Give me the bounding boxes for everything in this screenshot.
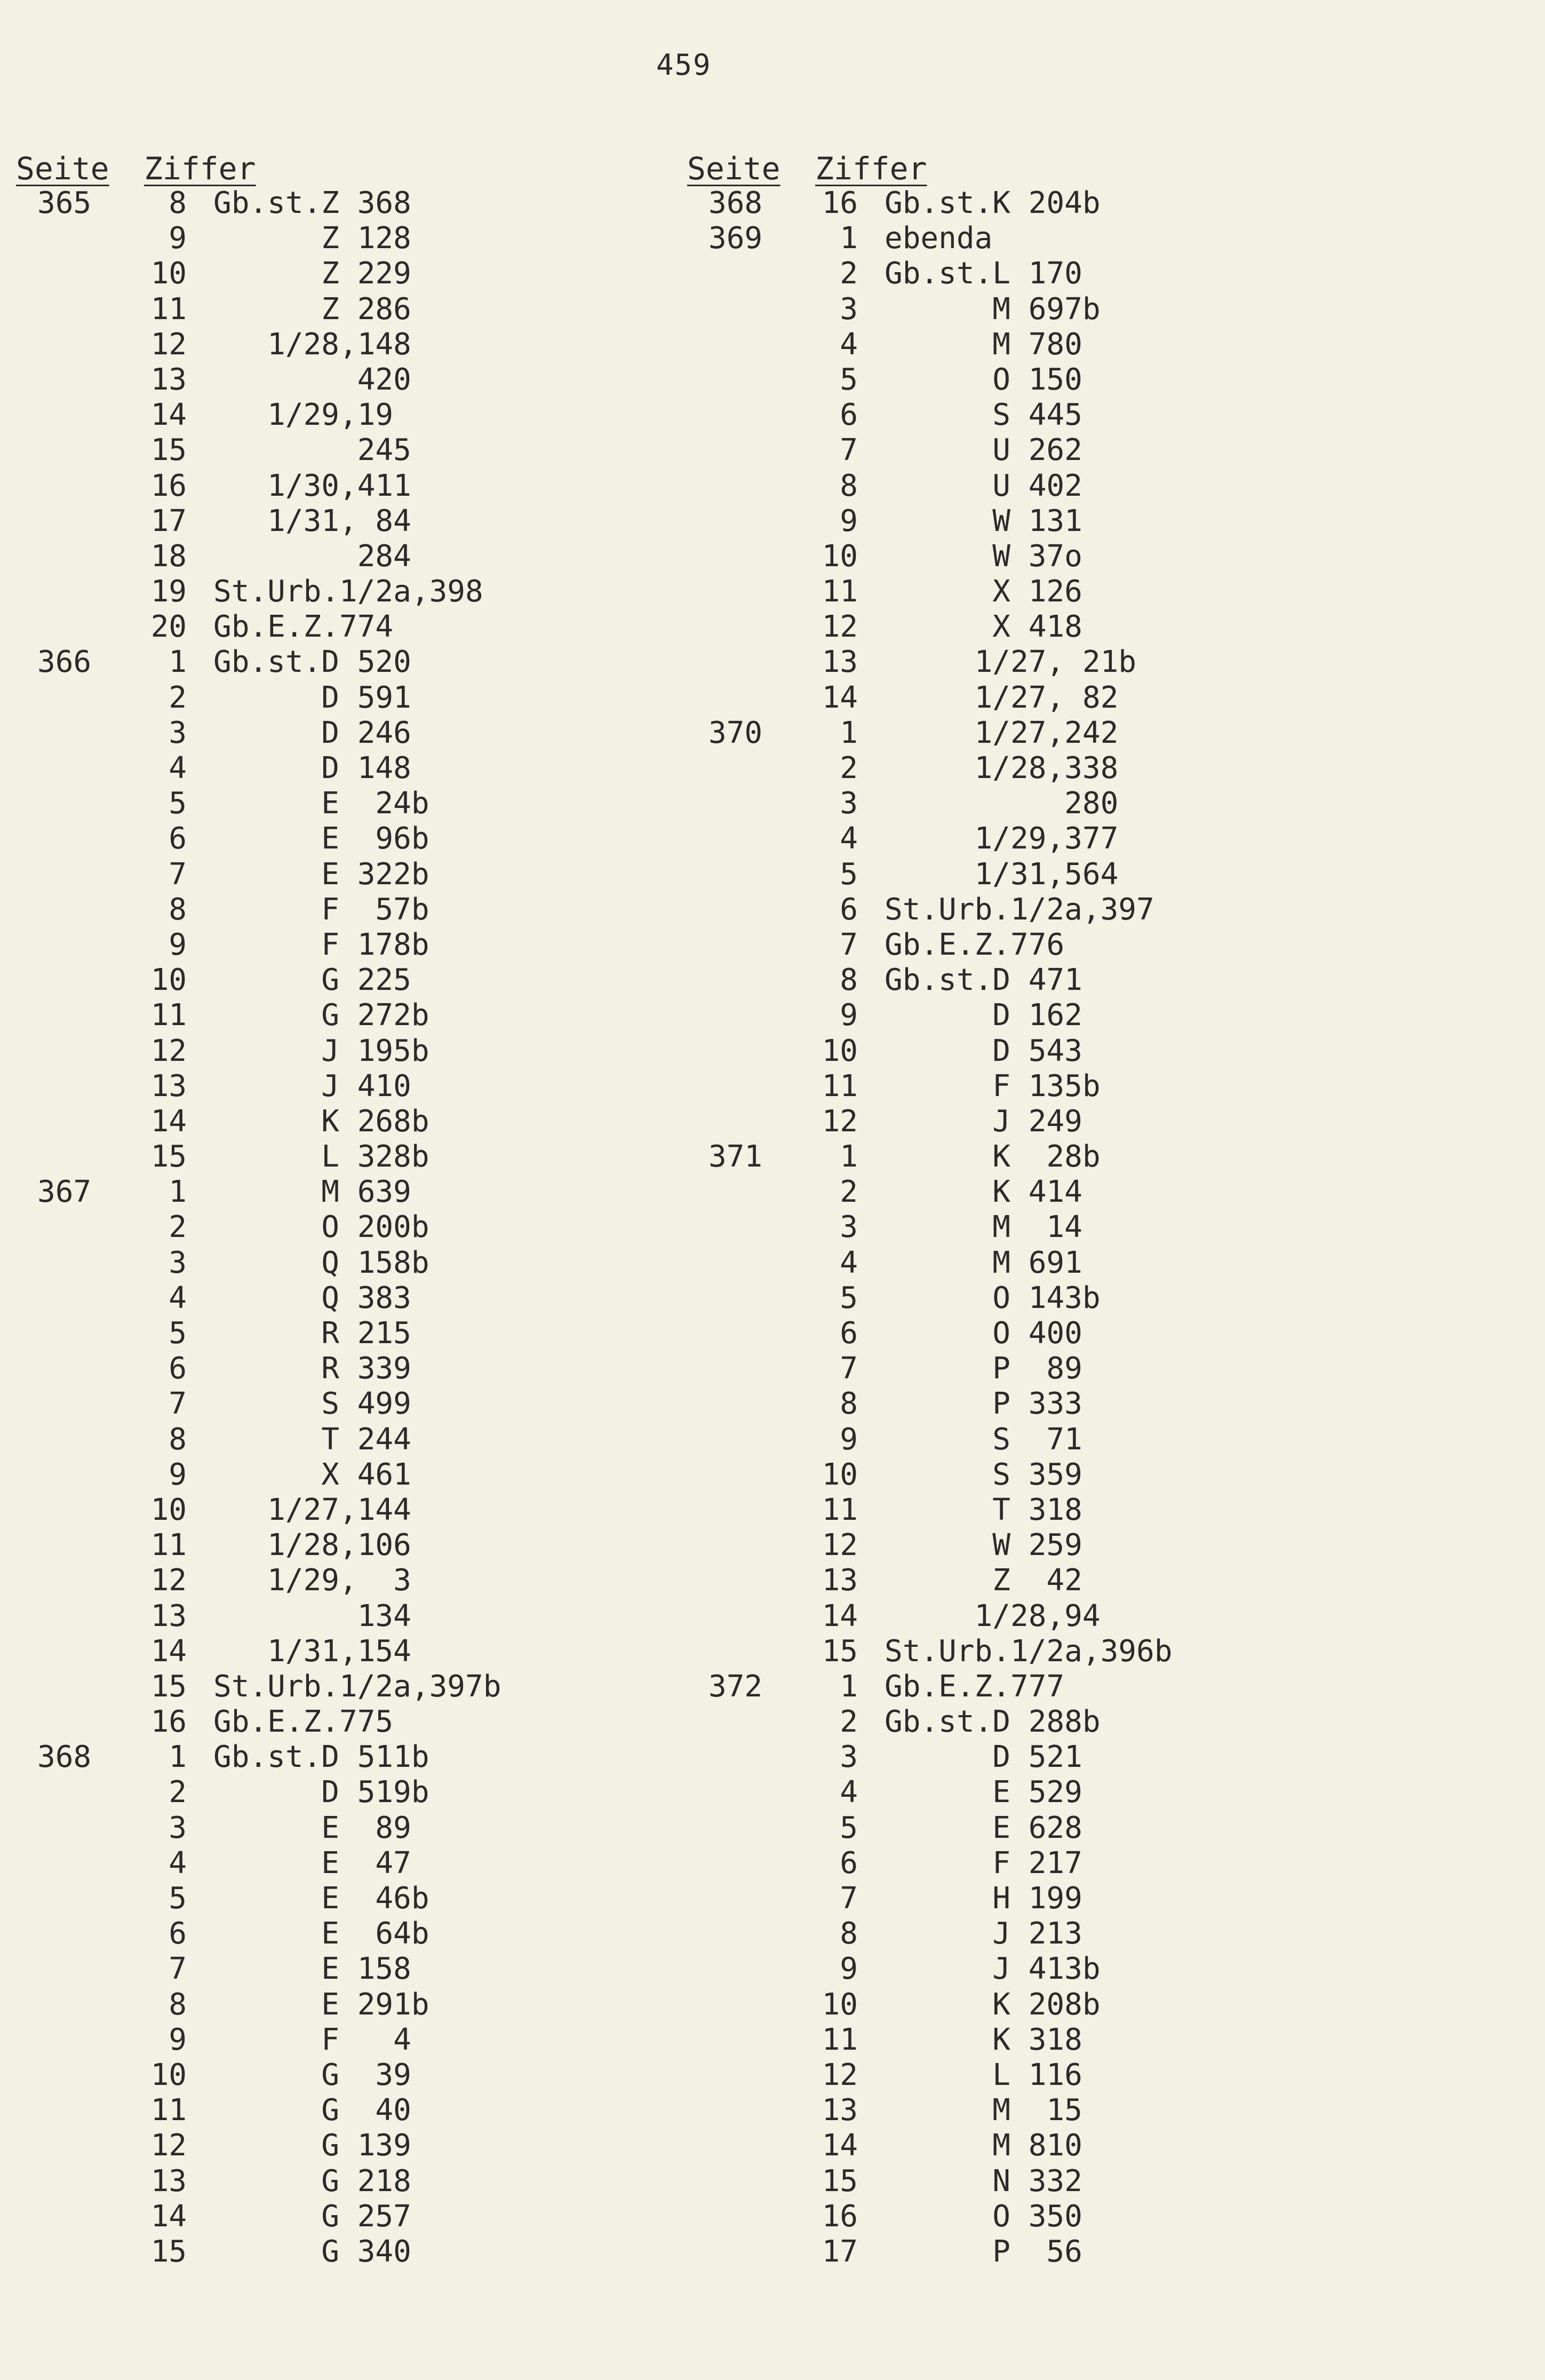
ziffer-cell: 8 [169,1422,187,1457]
ziffer-cell: 15 [822,2163,858,2199]
reference-cell: 1/29, 3 [213,1563,411,1598]
reference-cell: W 259 [885,1528,1082,1563]
reference-cell: E 96b [213,821,429,856]
reference-cell: X 418 [885,609,1082,645]
reference-cell: U 402 [885,468,1082,503]
ziffer-cell: 3 [169,1245,187,1280]
ziffer-cell: 11 [822,574,858,609]
reference-cell: J 413b [885,1951,1101,1987]
reference-cell: O 350 [885,2199,1082,2234]
ziffer-cell: 13 [150,1598,187,1633]
reference-cell: Gb.E.Z.775 [213,1704,394,1740]
reference-cell: 1/31,154 [213,1633,411,1669]
ziffer-cell: 14 [822,1598,858,1633]
reference-cell: M 691 [885,1245,1082,1280]
reference-cell: X 461 [213,1457,411,1492]
ziffer-cell: 3 [840,786,858,821]
reference-cell: 280 [885,786,1119,821]
ziffer-cell: 17 [822,2234,858,2269]
reference-cell: Z 229 [213,256,411,291]
ziffer-cell: 1 [169,1740,187,1775]
reference-cell: E 628 [885,1810,1082,1845]
reference-cell: M 780 [885,327,1082,362]
reference-cell: Gb.st.K 204b [885,186,1101,220]
reference-cell: M 15 [885,2093,1082,2128]
reference-cell: P 56 [885,2234,1082,2269]
ziffer-cell: 1 [169,1175,187,1210]
reference-cell: 1/27,144 [213,1492,411,1527]
ziffer-cell: 11 [150,1528,187,1563]
ziffer-cell: 9 [840,1422,858,1457]
seite-cell: 368 [37,1740,92,1775]
reference-cell: T 318 [885,1492,1082,1527]
ziffer-cell: 6 [840,1845,858,1881]
ziffer-cell: 12 [822,609,858,645]
ziffer-cell: 11 [822,1492,858,1527]
reference-cell: F 217 [885,1845,1082,1881]
reference-cell: D 521 [885,1740,1082,1775]
reference-cell: 1/29,19 [213,398,394,433]
reference-cell: St.Urb.1/2a,397b [213,1669,501,1704]
reference-cell: G 340 [213,2234,411,2269]
reference-cell: J 410 [213,1068,411,1104]
page-number: 459 [656,48,712,82]
ziffer-cell: 3 [840,1740,858,1775]
reference-cell: W 37o [885,538,1082,574]
reference-cell: H 199 [885,1881,1082,1916]
seite-cell: 368 [708,186,763,220]
ziffer-cell: 10 [822,1987,858,2022]
reference-cell: S 71 [885,1422,1082,1457]
reference-cell: G 225 [213,963,411,998]
reference-cell: Gb.st.Z 368 [213,186,411,220]
reference-cell: Gb.st.D 520 [213,645,411,680]
reference-cell: K 208b [885,1987,1101,2022]
ziffer-cell: 12 [822,1104,858,1139]
ziffer-cell: 2 [169,1210,187,1245]
ziffer-cell: 1 [840,1669,858,1704]
ziffer-cell: 4 [169,1845,187,1881]
ziffer-cell: 16 [150,468,187,503]
header-seite: Seite [687,150,781,187]
ziffer-cell: 15 [150,433,187,468]
ziffer-cell: 14 [822,680,858,715]
ziffer-cell: 11 [822,1068,858,1104]
ziffer-cell: 4 [169,1280,187,1315]
ziffer-cell: 16 [822,186,858,220]
ziffer-cell: 14 [150,1104,187,1139]
ziffer-cell: 8 [840,1916,858,1951]
reference-cell: Z 128 [213,221,411,256]
reference-cell: D 591 [213,680,411,715]
ziffer-cell: 7 [169,1951,187,1987]
reference-cell: D 148 [213,751,411,786]
ziffer-cell: 2 [169,1775,187,1810]
reference-cell: P 333 [885,1386,1082,1422]
ziffer-cell: 9 [169,927,187,962]
ziffer-cell: 4 [840,1245,858,1280]
ziffer-cell: 4 [169,751,187,786]
ziffer-cell: 2 [840,751,858,786]
ziffer-cell: 12 [150,1033,187,1068]
reference-cell: S 445 [885,398,1082,433]
reference-cell: D 543 [885,1033,1082,1068]
ziffer-cell: 10 [150,963,187,998]
ziffer-cell: 5 [169,786,187,821]
ziffer-cell: 15 [150,1669,187,1704]
ziffer-cell: 9 [840,998,858,1033]
ziffer-cell: 4 [840,821,858,856]
ziffer-cell: 14 [150,398,187,433]
reference-cell: E 64b [213,1916,429,1951]
reference-cell: N 332 [885,2163,1082,2199]
reference-cell: Gb.st.L 170 [885,256,1082,291]
reference-cell: G 257 [213,2199,411,2234]
ziffer-cell: 7 [840,1351,858,1386]
reference-cell: E 46b [213,1881,429,1916]
reference-cell: K 28b [885,1139,1101,1175]
reference-cell: L 116 [885,2057,1082,2092]
reference-cell: St.Urb.1/2a,398 [213,574,483,609]
reference-cell: O 400 [885,1316,1082,1351]
reference-cell: 1/27, 21b [885,645,1137,680]
header-ziffer: Ziffer [144,150,256,187]
ziffer-cell: 6 [840,892,858,927]
reference-cell: T 244 [213,1422,411,1457]
reference-cell: W 131 [885,503,1082,538]
ziffer-cell: 9 [169,221,187,256]
reference-cell: M 14 [885,1210,1082,1245]
ziffer-cell: 13 [150,2163,187,2199]
reference-cell: E 291b [213,1987,429,2022]
ziffer-cell: 4 [840,327,858,362]
reference-cell: E 322b [213,856,429,892]
reference-cell: E 24b [213,786,429,821]
ziffer-cell: 15 [822,1633,858,1669]
ziffer-cell: 7 [169,1386,187,1422]
reference-cell: J 213 [885,1916,1082,1951]
ziffer-cell: 12 [150,1563,187,1598]
reference-cell: Gb.E.Z.777 [885,1669,1065,1704]
ziffer-cell: 3 [169,1810,187,1845]
ziffer-cell: 10 [822,1457,858,1492]
ziffer-cell: 8 [169,186,187,220]
reference-cell: X 126 [885,574,1082,609]
ziffer-cell: 15 [150,2234,187,2269]
reference-cell: Gb.E.Z.776 [885,927,1065,962]
ziffer-cell: 7 [840,927,858,962]
reference-cell: K 414 [885,1175,1082,1210]
ziffer-cell: 2 [169,680,187,715]
ziffer-cell: 8 [169,1987,187,2022]
reference-cell: E 158 [213,1951,411,1987]
seite-cell: 366 [37,645,92,680]
reference-cell: Gb.st.D 511b [213,1740,429,1775]
ziffer-cell: 14 [822,2128,858,2163]
ziffer-cell: 6 [840,398,858,433]
ziffer-cell: 3 [169,715,187,750]
ziffer-cell: 6 [169,1351,187,1386]
ziffer-cell: 12 [150,327,187,362]
seite-cell: 367 [37,1175,92,1210]
header-seite: Seite [16,150,109,187]
reference-cell: S 499 [213,1386,411,1422]
ziffer-cell: 4 [840,1775,858,1810]
ziffer-cell: 10 [822,538,858,574]
reference-cell: R 339 [213,1351,411,1386]
reference-cell: F 135b [885,1068,1101,1104]
reference-cell: E 47 [213,1845,411,1881]
reference-cell: G 39 [213,2057,411,2092]
reference-cell: S 359 [885,1457,1082,1492]
seite-cell: 365 [37,186,92,220]
ziffer-cell: 12 [822,1528,858,1563]
ziffer-cell: 10 [150,1492,187,1527]
ziffer-cell: 8 [840,963,858,998]
seite-cell: 371 [708,1139,763,1175]
reference-cell: Gb.st.D 471 [885,963,1082,998]
seite-cell: 372 [708,1669,763,1704]
ziffer-cell: 5 [169,1316,187,1351]
ziffer-cell: 10 [150,256,187,291]
reference-cell: 1/29,377 [885,821,1119,856]
ziffer-cell: 13 [822,645,858,680]
reference-cell: F 4 [213,2022,411,2057]
reference-cell: E 529 [885,1775,1082,1810]
reference-cell: O 150 [885,362,1082,397]
reference-cell: D 246 [213,715,411,750]
ziffer-cell: 2 [840,1175,858,1210]
ziffer-cell: 9 [169,2022,187,2057]
reference-cell: G 272b [213,998,429,1033]
reference-cell: Gb.E.Z.774 [213,609,394,645]
ziffer-cell: 9 [840,503,858,538]
reference-cell: ebenda [885,221,993,256]
ziffer-cell: 13 [822,2093,858,2128]
ziffer-cell: 19 [150,574,187,609]
header-ziffer: Ziffer [815,150,927,187]
ziffer-cell: 5 [840,856,858,892]
reference-cell: Q 383 [213,1280,411,1315]
reference-cell: 1/28,94 [885,1598,1101,1633]
reference-cell: G 218 [213,2163,411,2199]
ziffer-cell: 5 [169,1881,187,1916]
reference-cell: 1/27,242 [885,715,1119,750]
reference-cell: 1/31,564 [885,856,1119,892]
reference-cell: 1/28,338 [885,751,1119,786]
ziffer-cell: 1 [840,221,858,256]
ziffer-cell: 2 [840,1704,858,1740]
ziffer-cell: 3 [840,1210,858,1245]
reference-cell: 1/28,148 [213,327,411,362]
reference-cell: 134 [213,1598,411,1633]
ziffer-cell: 5 [840,1810,858,1845]
ziffer-cell: 8 [840,1386,858,1422]
reference-cell: St.Urb.1/2a,397 [885,892,1154,927]
reference-cell: Z 286 [213,291,411,327]
ziffer-cell: 2 [840,256,858,291]
reference-cell: K 318 [885,2022,1082,2057]
ziffer-cell: 12 [822,2057,858,2092]
ziffer-cell: 7 [840,1881,858,1916]
reference-cell: 284 [213,538,411,574]
ziffer-cell: 18 [150,538,187,574]
ziffer-cell: 10 [822,1033,858,1068]
ziffer-cell: 6 [169,821,187,856]
ziffer-cell: 7 [840,433,858,468]
ziffer-cell: 1 [169,645,187,680]
reference-cell: 245 [213,433,411,468]
reference-cell: R 215 [213,1316,411,1351]
ziffer-cell: 13 [150,1068,187,1104]
ziffer-cell: 6 [840,1316,858,1351]
reference-cell: M 697b [885,291,1101,327]
reference-cell: St.Urb.1/2a,396b [885,1633,1173,1669]
ziffer-cell: 1 [840,715,858,750]
seite-cell: 369 [708,221,763,256]
ziffer-cell: 14 [150,2199,187,2234]
reference-cell: J 249 [885,1104,1082,1139]
seite-cell: 370 [708,715,763,750]
reference-cell: D 519b [213,1775,429,1810]
ziffer-cell: 13 [150,362,187,397]
ziffer-cell: 11 [150,2093,187,2128]
reference-cell: P 89 [885,1351,1082,1386]
reference-cell: O 200b [213,1210,429,1245]
ziffer-cell: 11 [150,291,187,327]
ziffer-cell: 15 [150,1139,187,1175]
reference-cell: 1/27, 82 [885,680,1119,715]
reference-cell: L 328b [213,1139,429,1175]
ziffer-cell: 5 [840,362,858,397]
ziffer-cell: 8 [169,892,187,927]
reference-cell: Gb.st.D 288b [885,1704,1101,1740]
ziffer-cell: 9 [840,1951,858,1987]
reference-cell: U 262 [885,433,1082,468]
ziffer-cell: 16 [822,2199,858,2234]
reference-cell: M 639 [213,1175,411,1210]
reference-cell: O 143b [885,1280,1101,1315]
ziffer-cell: 20 [150,609,187,645]
ziffer-cell: 14 [150,1633,187,1669]
ziffer-cell: 12 [150,2128,187,2163]
ziffer-cell: 5 [840,1280,858,1315]
ziffer-cell: 7 [169,856,187,892]
ziffer-cell: 11 [150,998,187,1033]
ziffer-cell: 11 [822,2022,858,2057]
reference-cell: M 810 [885,2128,1082,2163]
reference-cell: F 57b [213,892,429,927]
reference-cell: Q 158b [213,1245,429,1280]
ziffer-cell: 10 [150,2057,187,2092]
reference-cell: F 178b [213,927,429,962]
reference-cell: D 162 [885,998,1082,1033]
reference-cell: 1/28,106 [213,1528,411,1563]
reference-cell: 1/31, 84 [213,503,411,538]
ziffer-cell: 1 [840,1139,858,1175]
ziffer-cell: 13 [822,1563,858,1598]
ziffer-cell: 17 [150,503,187,538]
reference-cell: G 40 [213,2093,411,2128]
reference-cell: E 89 [213,1810,411,1845]
reference-cell: 1/30,411 [213,468,411,503]
ziffer-cell: 8 [840,468,858,503]
ziffer-cell: 16 [150,1704,187,1740]
ziffer-cell: 3 [840,291,858,327]
reference-cell: 420 [213,362,411,397]
reference-cell: G 139 [213,2128,411,2163]
ziffer-cell: 6 [169,1916,187,1951]
reference-cell: K 268b [213,1104,429,1139]
ziffer-cell: 9 [169,1457,187,1492]
reference-cell: J 195b [213,1033,429,1068]
reference-cell: Z 42 [885,1563,1082,1598]
